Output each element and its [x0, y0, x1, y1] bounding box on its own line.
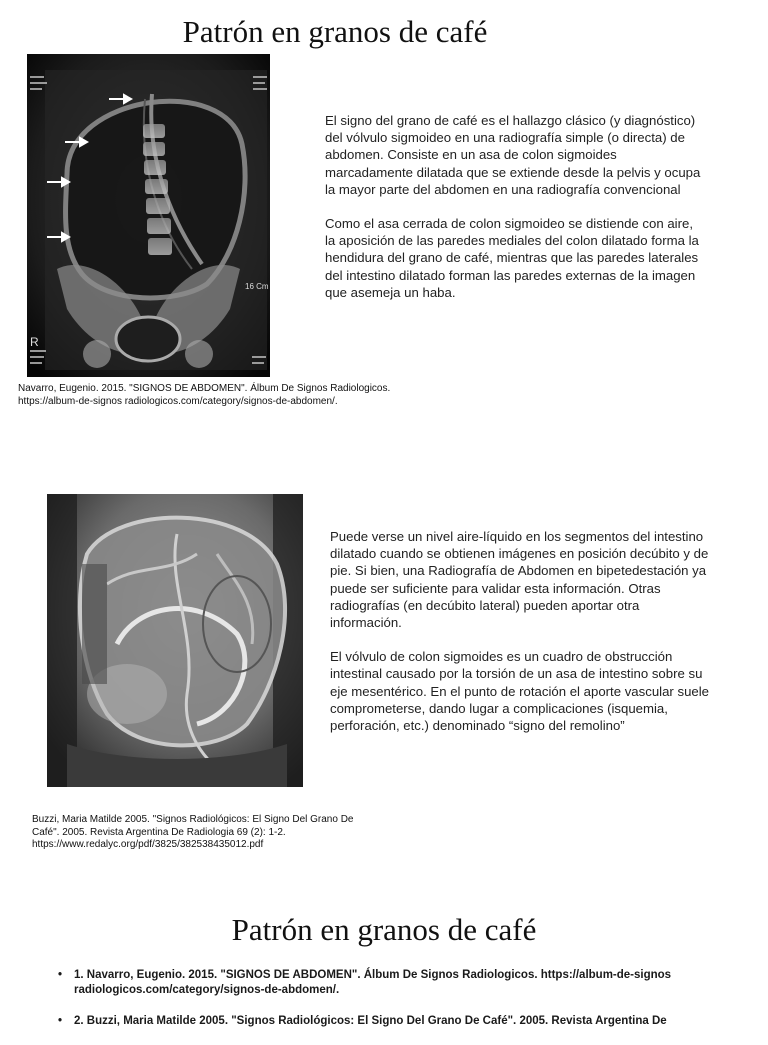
slide2-paragraph-1: Puede verse un nivel aire-líquido en los segmentos del intestino dilatado cuando se obtienen imágenes en posición decúbito y de pie. Si bien, una Radiografía de Abdomen en bipetedestación ya puede ser suficiente para validar esta información. Otras radiografías (en decúbito lateral) pueden aportar otra información. [330, 529, 709, 631]
reference-item: • 2. Buzzi, Maria Matilde 2005. "Signos Radiológicos: El Signo Del Grano De Café". 2005. Revista Argentina De [58, 1014, 698, 1029]
slide1-text [325, 112, 705, 301]
reference-item: • 1. Navarro, Eugenio. 2015. "SIGNOS DE ABDOMEN". Álbum De Signos Radiologicos. https://album-de-signos radiologicos.com/category/signos-de-abdomen/. [58, 968, 698, 998]
slide3-title: Patrón en granos de café [231, 912, 537, 947]
citation-line: Buzzi, Maria Matilde 2005. "Signos Radiológicos: El Signo Del Grano De [32, 814, 354, 825]
slide1-title: Patrón en granos de café [182, 14, 488, 49]
citation-line: Navarro, Eugenio. 2015. "SIGNOS DE ABDOMEN". Álbum De Signos Radiologicos. [18, 383, 391, 394]
scale-label: 16 Cm [245, 282, 269, 291]
slide2-citation [32, 814, 432, 852]
side-marker: R [30, 335, 39, 349]
xray-image-1 [27, 54, 270, 377]
slide2-text [330, 528, 710, 734]
references-list [58, 968, 698, 1045]
slide1-paragraph-1: El signo del grano de café es el hallazgo clásico (y diagnóstico) del vólvulo sigmoideo en una radiografía simple (o directa) de abdomen. Consiste en un asa de colon sigmoides marcadamente dilatada que se extiende desde la pelvis y ocupa la mayor parte del abdomen en una radiografía convencional [325, 113, 701, 197]
slide1-paragraph-2: Como el asa cerrada de colon sigmoideo se distiende con aire, la aposición de las paredes mediales del colon dilatado forma la hendidura del grano de café, mientras que las paredes laterales del intestino dilatado forman las paredes externas de la imagen que asemeja un haba. [325, 216, 699, 300]
citation-link[interactable]: https://www.redalyc.org/pdf/3825/382538435012.pdf [32, 839, 264, 850]
slide2-paragraph-2: El vólvulo de colon sigmoides es un cuadro de obstrucción intestinal causado por la torsión de un asa de intestino sobre su eje mesentérico. En el punto de rotación el aporte vascular suele comprometerse, dando lugar a complicaciones (isquemia, perforación, etc.) denominado “signo del remolino” [330, 649, 709, 734]
citation-line: Café". 2005. Revista Argentina De Radiologia 69 (2): 1-2. [32, 826, 286, 838]
slide1-citation [18, 383, 478, 408]
xray-image-2 [47, 494, 303, 787]
citation-link[interactable]: https://album-de-signos radiologicos.com/category/signos-de-abdomen/. [18, 395, 338, 407]
